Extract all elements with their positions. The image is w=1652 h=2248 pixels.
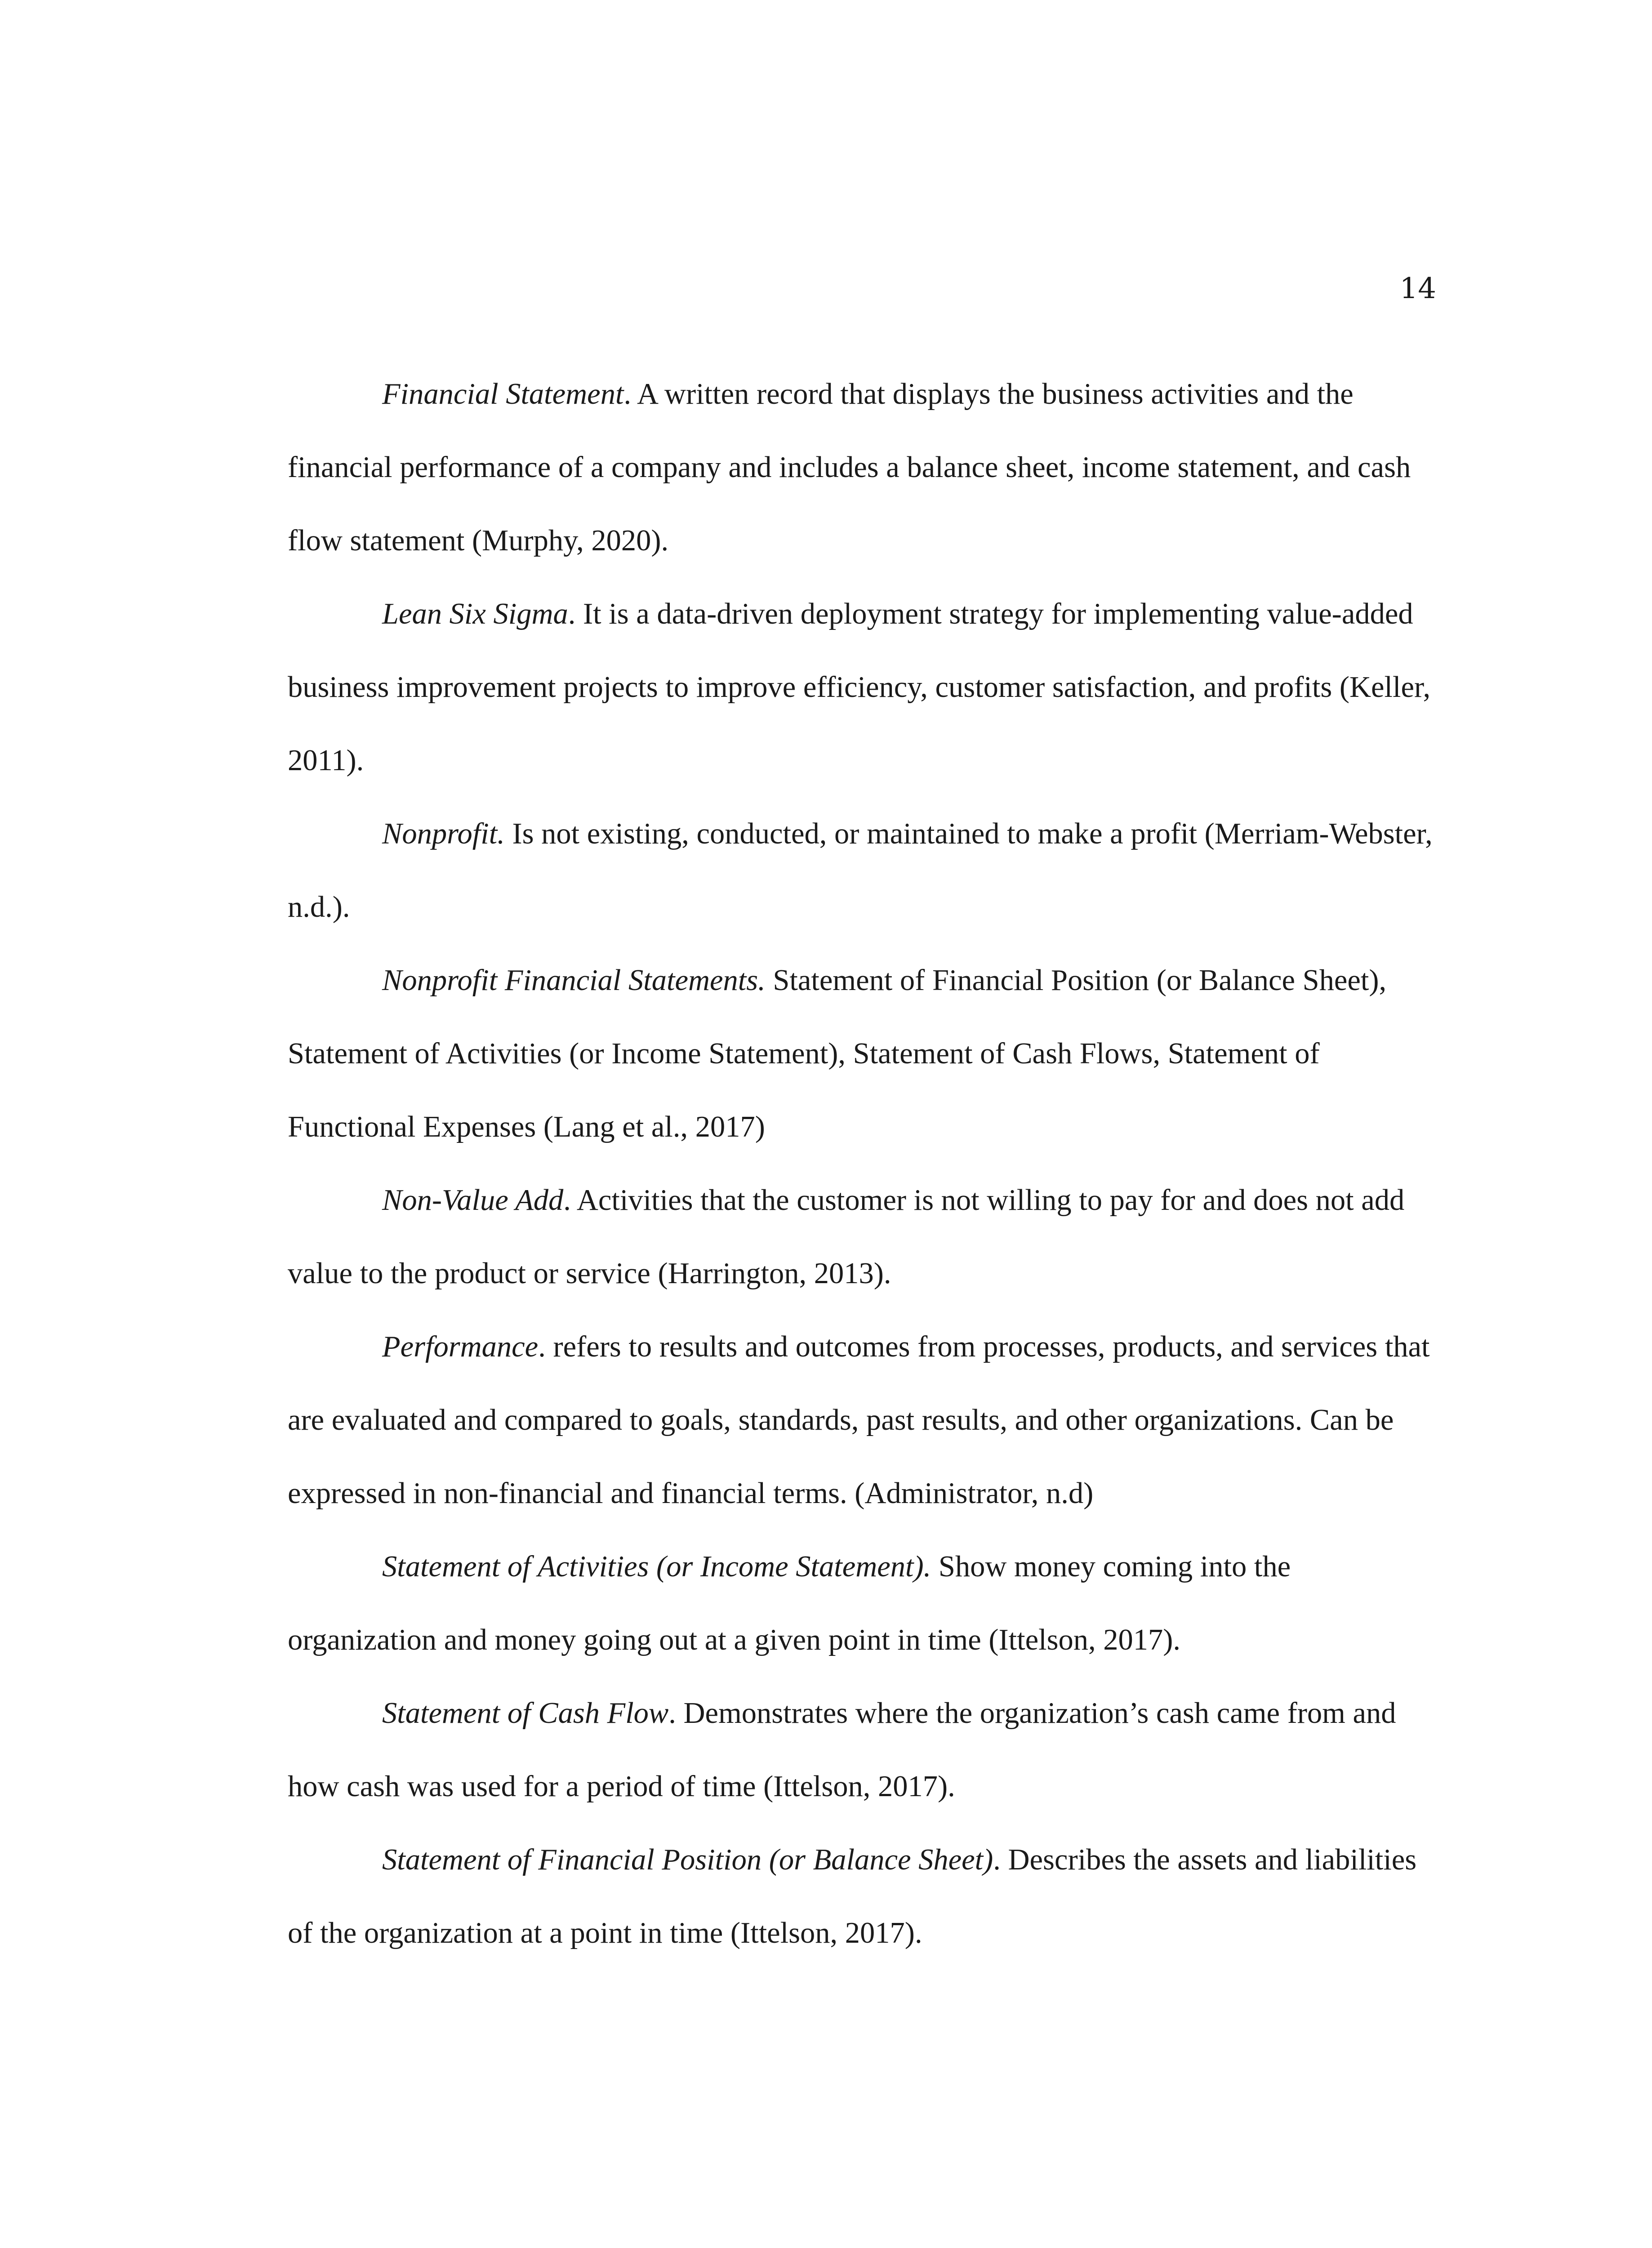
definition-lean-six-sigma [288, 577, 1438, 797]
term-nonprofit-financial-statements: Nonprofit Financial Statements. [382, 964, 766, 997]
definition-text: . A written record that displays the business activities and the financial performance of a company and includes a balance sheet, income statement, and cash flow statement (Murphy, 2020). [288, 378, 1411, 557]
term-statement-of-financial-position: Statement of Financial Position (or Balance Sheet) [382, 1843, 993, 1876]
definition-text: . Activities that the customer is not willing to pay for and does not add value to the product or service (Harrington, 2013). [288, 1184, 1405, 1290]
definition-non-value-add [288, 1164, 1438, 1310]
definition-nonprofit [288, 797, 1438, 944]
term-statement-of-cash-flow: Statement of Cash Flow [382, 1697, 669, 1730]
term-statement-of-activities: Statement of Activities (or Income Statement). [382, 1550, 931, 1583]
definition-statement-of-financial-position [288, 1823, 1438, 1970]
term-non-value-add: Non-Value Add [382, 1184, 564, 1217]
term-lean-six-sigma: Lean Six Sigma [382, 598, 568, 630]
definition-statement-of-cash-flow [288, 1677, 1438, 1823]
page-number: 14 [1399, 272, 1436, 305]
definition-text: Show money coming into the organization and money going out at a given point in time (Ittelson, 2017). [288, 1550, 1291, 1656]
term-performance: Performance [382, 1330, 539, 1363]
definition-financial-statement [288, 357, 1438, 577]
definition-nonprofit-financial-statements [288, 944, 1438, 1164]
definition-text: Is not existing, conducted, or maintained to make a profit (Merriam-Webster, n.d.). [288, 817, 1433, 923]
definition-text: . refers to results and outcomes from processes, products, and services that are evaluated and compared to goals, standards, past results, and other organizations. Can be expressed in non-financial and financial terms. (Administrator, n.d) [288, 1330, 1430, 1510]
definition-text: . It is a data-driven deployment strategy for implementing value-added business improvement projects to improve efficiency, customer satisfaction, and profits (Keller, 2011). [288, 598, 1431, 777]
definition-text: . Describes the assets and liabilities of the organization at a point in time (Ittelson, 2017). [288, 1843, 1417, 1949]
definition-text: Statement of Financial Position (or Balance Sheet), Statement of Activities (or Income Statement), Statement of Cash Flows, Statement of Functional Expenses (Lang et al., 2017) [288, 964, 1387, 1143]
definition-performance [288, 1310, 1438, 1530]
definitions-list [288, 357, 1438, 1970]
definition-statement-of-activities [288, 1530, 1438, 1677]
definition-text: . Demonstrates where the organization’s cash came from and how cash was used for a period of time (Ittelson, 2017). [288, 1697, 1396, 1803]
term-nonprofit: Nonprofit. [382, 817, 505, 850]
term-financial-statement: Financial Statement [382, 378, 624, 410]
